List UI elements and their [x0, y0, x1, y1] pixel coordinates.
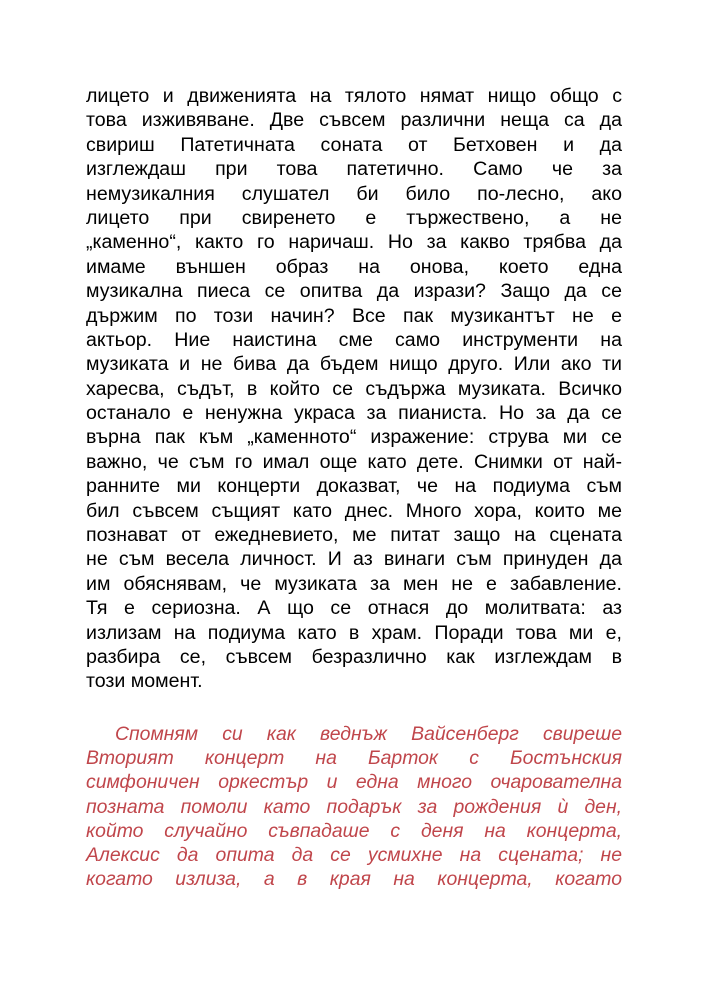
quote-line: Вторият концерт на Барток с Бостънския: [86, 747, 622, 770]
quote-line: когато излиза, а в края на концерта, когато: [86, 868, 622, 891]
text-line: свириш Патетичната соната от Бетховен и да: [86, 133, 622, 156]
text-line: Тя е сериозна. А що се отнася до молитвата: аз: [86, 597, 622, 620]
quote-line: който случайно съвпадаше с деня на концерта,: [86, 819, 622, 842]
text-line: лицето при свиренето е тържествено, а не: [86, 206, 622, 229]
text-line: това изживяване. Две съвсем различни неща са да: [86, 109, 622, 132]
text-line: излизам на подиума като в храм. Поради това ми е,: [86, 621, 622, 644]
text-line: „каменно“, както го наричаш. Но за какво трябва да: [86, 231, 622, 254]
text-line: немузикалния слушател би било по-лесно, ако: [86, 182, 622, 205]
text-line: бил съвсем същият като днес. Много хора, които ме: [86, 499, 622, 522]
text-line: музиката и не бива да бъдем нищо друго. Или ако ти: [86, 353, 622, 376]
text-line: имаме външен образ на онова, което една: [86, 255, 622, 278]
text-line: актьор. Ние наистина сме само инструменти на: [86, 328, 622, 351]
text-line: изглеждаш при това патетично. Само че за: [86, 158, 622, 181]
quote-line: симфоничен оркестър и една много очарователна: [86, 771, 622, 794]
text-line: лицето и движенията на тялото нямат нищо общо с: [86, 85, 622, 107]
quote-line: Алексис да опита да се усмихне на сцената; не: [86, 843, 622, 866]
text-line: музикална пиеса се опитва да изрази? Защо да се: [86, 280, 622, 303]
text-line: им обяснявам, че музиката за мен не е забавление.: [86, 572, 622, 595]
quote-line: позната помоли като подарък за рождения ѝ ден,: [86, 795, 622, 818]
italic-quote-block: [86, 722, 622, 891]
text-line: харесва, съдът, в който се съдържа музиката. Всичко: [86, 377, 622, 400]
text-line: останало е ненужна украса за пианиста. Но за да се: [86, 402, 622, 425]
text-line: държим по този начин? Все пак музикантът не е: [86, 304, 622, 327]
quote-line: Спомням си как веднъж Вайсенберг свиреше: [115, 723, 622, 745]
text-line: познават от ежедневието, ме питат защо на сцената: [86, 524, 622, 547]
main-text-block: [86, 84, 622, 694]
text-line: ранните ми концерти доказват, че на подиума съм: [86, 475, 622, 498]
text-line: този момент.: [86, 670, 203, 693]
text-line: разбира се, съвсем безразлично как изглеждам в: [86, 645, 622, 668]
text-line: важно, че съм го имал още като дете. Снимки от най-: [86, 450, 622, 473]
text-line: не съм весела личност. И аз винаги съм принуден да: [86, 548, 622, 571]
text-line: върна пак към „каменното“ изражение: струва ми се: [86, 426, 622, 449]
